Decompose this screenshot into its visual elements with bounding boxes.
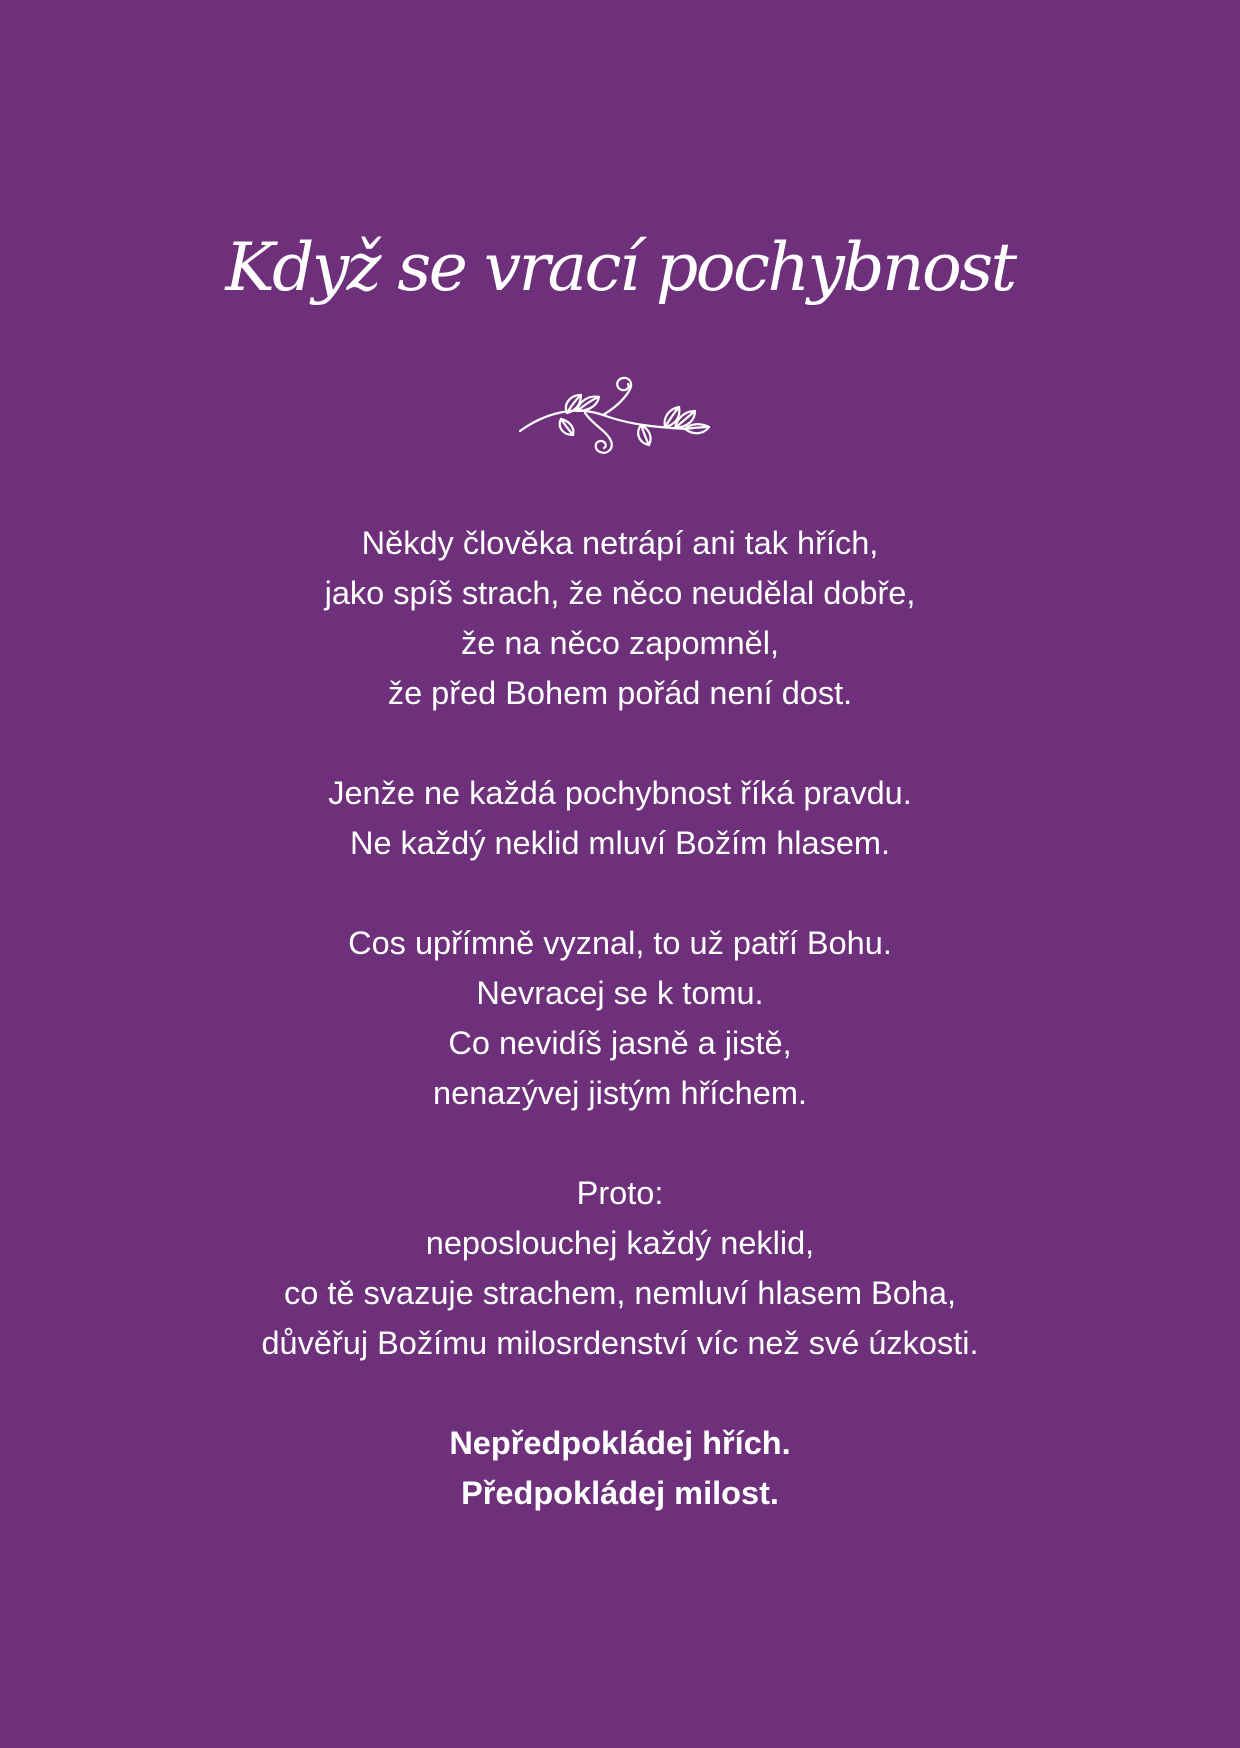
poem-line: Cos upřímně vyznal, to už patří Bohu.	[348, 925, 892, 961]
page-title: Když se vrací pochybnost	[225, 229, 1015, 306]
stanza	[0, 1168, 1240, 1368]
poem-line: Někdy člověka netrápí ani tak hřích,	[361, 525, 879, 561]
olive-branch-icon	[515, 375, 725, 457]
closing-line: Předpokládej milost.	[461, 1475, 779, 1511]
closing-stanza	[0, 1418, 1240, 1518]
stanza	[0, 768, 1240, 868]
poem	[0, 518, 1240, 1518]
poem-line: Ne každý neklid mluví Božím hlasem.	[349, 825, 891, 861]
closing-line: Nepředpokládej hřích.	[449, 1425, 791, 1461]
poem-line: že na něco zapomněl,	[461, 625, 779, 661]
poem-line: Proto:	[576, 1175, 664, 1211]
stanza	[0, 518, 1240, 718]
poem-line: Nevracej se k tomu.	[476, 975, 764, 1011]
poem-line: že před Bohem pořád není dost.	[387, 675, 853, 711]
poem-line: Co nevidíš jasně a jistě,	[448, 1025, 792, 1061]
poem-line: nenazývej jistým hříchem.	[433, 1075, 807, 1111]
poem-line: co tě svazuje strachem, nemluví hlasem Boha,	[284, 1275, 956, 1311]
poem-line: důvěřuj Božímu milosrdenství víc než své úzkosti.	[261, 1325, 979, 1361]
poem-line: jako spíš strach, že něco neudělal dobře,	[324, 575, 916, 611]
stanza	[0, 918, 1240, 1118]
poem-line: neposlouchej každý neklid,	[425, 1225, 815, 1261]
poem-line: Jenže ne každá pochybnost říká pravdu.	[328, 775, 912, 811]
